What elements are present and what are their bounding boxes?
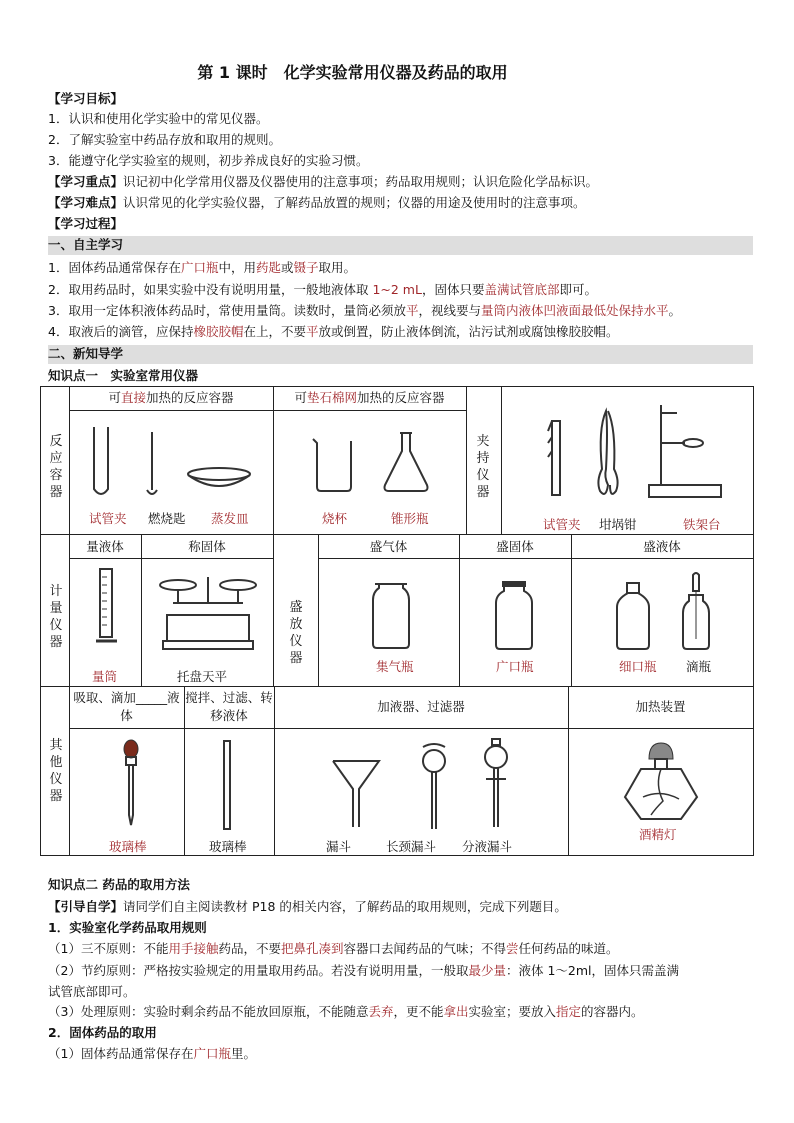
kp2-p2b: 试管底部即可。: [48, 984, 136, 999]
label-narrow-bottle: 细口瓶: [619, 659, 657, 674]
test-tube-clamp-icon: [546, 417, 566, 497]
dropper-bottle-icon: [681, 573, 711, 651]
objective-1: 1．认识和使用化学实验中的常见仪器。: [48, 111, 269, 126]
difficulties-label: 【学习难点】: [48, 195, 124, 210]
funnel-icon: [331, 759, 381, 829]
label-combustion-spoon: 燃烧匙: [148, 511, 186, 526]
combustion-spoon-icon: [146, 432, 160, 497]
label-balance: 托盘天平: [177, 669, 228, 684]
label-gas-jar: 集气瓶: [376, 659, 414, 674]
label-separatory-funnel: 分液漏斗: [462, 839, 513, 854]
iron-stand-icon: [647, 403, 727, 501]
header-funnel: 加液器、过滤器: [377, 699, 465, 714]
self-study-heading: 一、自主学习: [48, 237, 124, 252]
balance-icon: [153, 575, 263, 655]
kp2-s2: 2．固体药品的取用: [48, 1025, 157, 1040]
header-liquid: 盛液体: [643, 539, 681, 554]
section-bar-self-study: [48, 236, 753, 255]
long-neck-funnel-icon: [419, 743, 449, 831]
crucible-tongs-icon: [594, 409, 624, 499]
objective-2: 2．了解实验室中药品存放和取用的规则。: [48, 132, 281, 147]
label-dropper: 玻璃棒: [109, 839, 147, 854]
kp2-p3: （3）处理原则：实验时剩余药品不能放回原瓶，不能随意丢弃，更不能拿出实验室；要放入指定的容器内。: [48, 1004, 644, 1019]
key-points-text: 识记初中化学常用仪器及仪器使用的注意事项；药品取用规则；认识危险化学品标识。: [123, 174, 599, 189]
kp2-guide: 【引导自学】请同学们自主阅读教材 P18 的相关内容，了解药品的取用规则，完成下列题目。: [48, 899, 567, 914]
section-bar-new-knowledge: [48, 345, 753, 364]
label-clamp: 试管夹: [543, 517, 581, 532]
header-direct-heat: 可直接加热的反应容器: [108, 390, 234, 405]
graduated-cylinder-icon: [95, 567, 119, 645]
difficulties-text: 认识常见的化学实验仪器，了解药品放置的规则；仪器的用途及使用时的注意事项。: [123, 195, 586, 210]
kp2-p1: （1）三不原则：不能用手接触药品，不要把鼻孔凑到容器口去闻药品的气味；不得尝任何药品的味道。: [48, 941, 619, 956]
objectives-heading: 【学习目标】: [48, 91, 124, 106]
label-funnel: 漏斗: [326, 839, 352, 854]
page-title: 第 1 课时 化学实验常用仪器及药品的取用: [197, 63, 508, 82]
label-beaker: 烧杯: [322, 511, 348, 526]
label-alcohol-lamp: 酒精灯: [639, 827, 677, 842]
header-heat: 加热装置: [635, 699, 686, 714]
beaker-icon: [311, 437, 357, 493]
label-conical-flask: 锥形瓶: [391, 511, 429, 526]
separatory-funnel-icon: [481, 739, 511, 831]
label-tongs: 坩埚钳: [599, 517, 637, 532]
row-label-measure: 计 量 仪 器: [49, 584, 63, 650]
self-study-line-2: 2．取用药品时，如果实验中没有说明用量，一般地液体取 1~2 mL，固体只要盖满试管底部即可。: [48, 282, 597, 297]
evaporating-dish-icon: [186, 467, 252, 491]
label-glass-rod: 玻璃棒: [209, 839, 247, 854]
gas-jar-icon: [371, 582, 411, 650]
kp2-p2: （2）节约原则：严格按实验规定的用量取用药品。若没有说明用量，一般取最少量：液体 1～2ml，固体只需盖满: [48, 963, 680, 978]
label-dropper-bottle: 滴瓶: [686, 659, 712, 674]
row-label-reaction: 反 应 容 器: [49, 434, 63, 500]
header-gas: 盛气体: [369, 539, 408, 554]
new-knowledge-heading: 二、新知导学: [48, 346, 124, 361]
label-cylinder: 量筒: [92, 669, 118, 684]
header-solid: 盛固体: [496, 539, 534, 554]
header-mesh-heat: 可垫石棉网加热的反应容器: [294, 390, 445, 405]
key-points: [48, 173, 598, 191]
label-long-neck-funnel: 长颈漏斗: [386, 839, 437, 854]
label-wide-bottle: 广口瓶: [496, 659, 534, 674]
narrow-mouth-bottle-icon: [615, 583, 651, 651]
label-test-tube: 试管夹: [89, 511, 127, 526]
self-study-line-4: 4．取液后的滴管，应保持橡胶胶帽在上，不要平放或倒置，防止液体倒流，沾污试剂或腐蚀橡胶胶帽。: [48, 324, 619, 339]
header-solid-weigh: 称固体: [188, 539, 226, 554]
instrument-table: [40, 386, 754, 856]
header-liquid-measure: 量液体: [86, 539, 124, 554]
conical-flask-icon: [381, 431, 431, 493]
label-evaporating-dish: 蒸发皿: [211, 511, 249, 526]
self-study-line-1: 1．固体药品通常保存在广口瓶中，用药匙或镊子取用。: [48, 260, 357, 275]
kp1-heading: 知识点一 实验室常用仪器: [48, 368, 199, 383]
process-heading: 【学习过程】: [48, 216, 124, 231]
store-label: 盛 放 仪 器: [289, 600, 303, 666]
test-tube-icon: [91, 427, 111, 499]
kp2-heading: 知识点二 药品的取用方法: [48, 877, 190, 892]
wide-mouth-bottle-icon: [494, 581, 534, 651]
header-stir: 搅拌、过滤、转移液体: [185, 690, 273, 723]
kp2-p4: （1）固体药品通常保存在广口瓶里。: [48, 1046, 256, 1061]
row-label-other: 其 他 仪 器: [49, 738, 63, 804]
clamp-label: 夹 持 仪 器: [476, 434, 490, 500]
objective-3: 3．能遵守化学实验室的规则，初步养成良好的实验习惯。: [48, 153, 369, 168]
label-iron-stand: 铁架台: [683, 517, 721, 532]
difficulties: [48, 194, 586, 212]
rubber-dropper-icon: [121, 739, 141, 829]
glass-rod-icon: [221, 739, 233, 831]
kp2-s1: 1．实验室化学药品取用规则: [48, 920, 207, 935]
header-suck: 吸取、滴加_____液体: [73, 690, 180, 723]
alcohol-lamp-icon: [621, 739, 701, 823]
self-study-line-3: 3．取用一定体积液体药品时，常使用量筒。读数时，量筒必须放平，视线要与量筒内液体凹液面最低处保持水平。: [48, 303, 682, 318]
key-points-label: 【学习重点】: [48, 174, 124, 189]
